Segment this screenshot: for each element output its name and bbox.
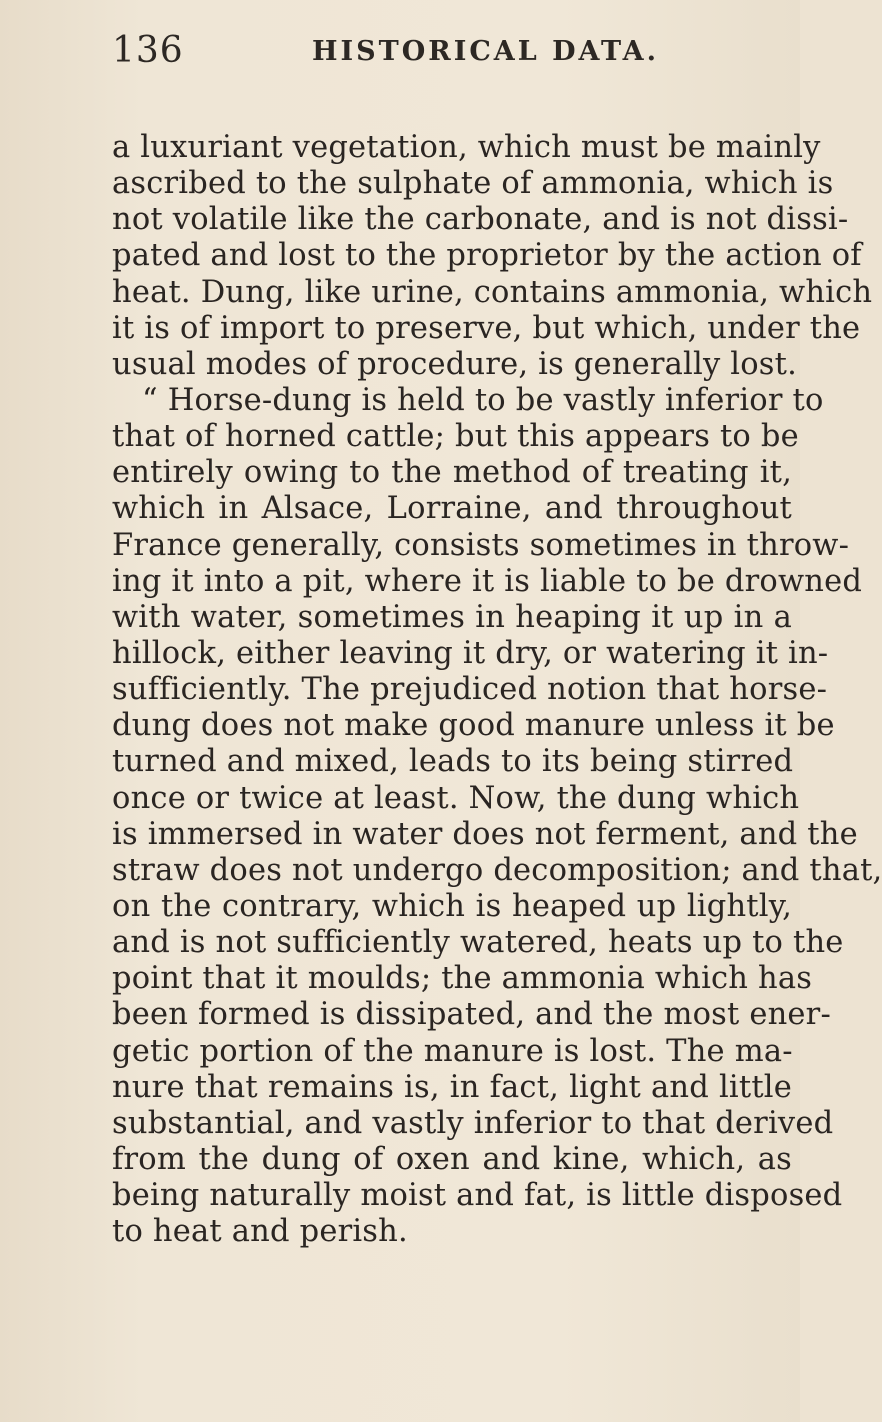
text-line: hillock, either leaving it dry, or watering it in- — [112, 635, 829, 671]
text-line: a luxuriant vegetation, which must be mainly — [112, 130, 821, 165]
text-line: straw does not undergo decomposition; and that, — [112, 852, 882, 888]
text-line: sufficiently. The prejudiced notion that horse- — [112, 672, 828, 708]
text-line: not volatile like the carbonate, and is not dissi- — [112, 202, 849, 238]
text-line: which in Alsace, Lorraine, and throughout — [112, 491, 792, 527]
text-line: to heat and perish. — [112, 1214, 408, 1250]
text-line: entirely owing to the method of treating it, — [112, 455, 792, 491]
text-line: point that it moulds; the ammonia which has — [112, 961, 813, 997]
text-line: getic portion of the manure is lost. The ma- — [112, 1033, 793, 1069]
text-line: on the contrary, which is heaped up lightly, — [112, 888, 792, 924]
text-line: and is not sufficiently watered, heats up to the — [112, 925, 844, 961]
text-line: with water, sometimes in heaping it up in a — [112, 599, 792, 635]
text-line: dung does not make good manure unless it be — [112, 708, 835, 744]
text-line: usual modes of procedure, is generally lost. — [112, 346, 797, 382]
text-line: turned and mixed, leads to its being stirred — [112, 744, 794, 780]
text-line: ascribed to the sulphate of ammonia, which is — [112, 166, 834, 202]
page-number: 136 — [112, 30, 184, 71]
text-line: that of horned cattle; but this appears to be — [112, 419, 799, 455]
text-line: it is of import to preserve, but which, under the — [112, 310, 861, 346]
text-line: France generally, consists sometimes in throw- — [112, 527, 850, 563]
page-header — [112, 30, 752, 76]
text-line: from the dung of oxen and kine, which, as — [112, 1141, 792, 1177]
text-line: being naturally moist and fat, is little disposed — [112, 1178, 843, 1214]
text-line: once or twice at least. Now, the dung which — [112, 780, 800, 816]
text-line: “ Horse-dung is held to be vastly inferior to — [142, 382, 824, 418]
text-line: pated and lost to the proprietor by the action of — [112, 238, 862, 274]
text-line: substantial, and vastly inferior to that derived — [112, 1105, 834, 1141]
text-line: is immersed in water does not ferment, and the — [112, 816, 858, 852]
text-line: nure that remains is, in fact, light and little — [112, 1069, 792, 1105]
text-line: heat. Dung, like urine, contains ammonia, which — [112, 274, 873, 310]
text-line: ing it into a pit, where it is liable to be drowned — [112, 563, 863, 599]
body-text — [112, 130, 882, 1250]
running-head: HISTORICAL DATA. — [312, 36, 659, 67]
text-line: been formed is dissipated, and the most ener- — [112, 997, 831, 1033]
